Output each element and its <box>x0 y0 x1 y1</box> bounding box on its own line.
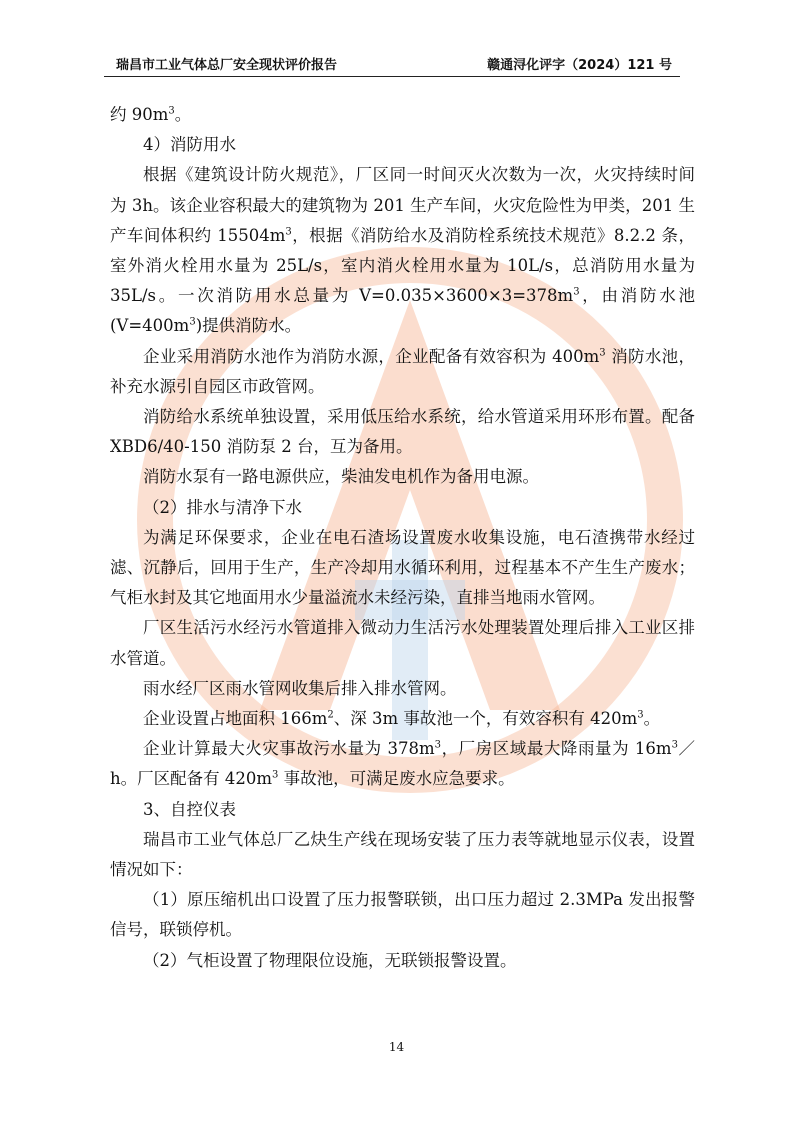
paragraph-fire-water-calc: 根据《建筑设计防火规范》，厂区同一时间灭火次数为一次，火灾持续时间为 3h。该企业容积最大的建筑物为 201 生产车间，火灾危险性为甲类，201 生产车间体积约 $15504m^3$，根据《消防给水及消防栓系统技术规范》8.2.2 条，室外消火栓用水量为 25L/s，室内消火栓用水量为 10L/s，总消防用水量为 35L/s。一次消防用水总量为 $V=0.035\times 3600\times 3=378m^3$，由消防水池$(V=400m^3)$提供消防水。 <box>110 165 696 336</box>
section-heading-fire-water: 4）消防用水 <box>143 135 236 155</box>
paragraph-instrumentation-intro: 瑞昌市工业气体总厂乙炔生产线在现场安装了压力表等就地显示仪表，设置情况如下： <box>110 829 695 880</box>
paragraph-fire-pool: 企业采用消防水池作为消防水源，企业配备有效容积为 $400m^3$ 消防水池，补充水源引自园区市政管网。 <box>110 346 695 396</box>
paragraph-accident-pool: 企业设置占地面积 $166m^2$、深 3m 事故池一个，有效容积有 $420m^3$。 <box>143 709 661 729</box>
header-report-title: 瑞昌市工业气体总厂安全现状评价报告 <box>116 58 338 73</box>
paragraph-accident-capacity: 企业计算最大火灾事故污水量为 $378m^3$，厂房区域最大降雨量为 $16m^3/h$。厂区配备有 $420m^3$ 事故池，可满足废水应急要求。 <box>110 739 696 789</box>
paragraph-fire-pump-power: 消防水泵有一路电源供应，柴油发电机作为备用电源。 <box>143 467 539 487</box>
document-body <box>110 100 695 976</box>
section-heading-instrumentation: 3、自控仪表 <box>143 799 236 819</box>
paragraph-domestic-sewage: 厂区生活污水经污水管道排入微动力生活污水处理装置处理后排入工业区排水管道。 <box>110 618 695 668</box>
paragraph-gasholder-limit: （2）气柜设置了物理限位设施，无联锁报警设置。 <box>143 950 517 970</box>
page-header <box>104 54 680 77</box>
paragraph-rainwater: 雨水经厂区雨水管网收集后排入排水管网。 <box>143 678 457 698</box>
page-number: 14 <box>388 1040 405 1054</box>
paragraph-drainage-env: 为满足环保要求，企业在电石渣场设置废水收集设施，电石渣携带水经过滤、沉静后，回用于生产，生产冷却用水循环利用，过程基本不产生生产废水；气柜水封及其它地面用水少量溢流水未经污染，直排当地雨水管网。 <box>110 527 695 608</box>
paragraph-continuation: 约 $90m^3$。 <box>110 105 192 124</box>
header-report-number: 赣通浔化评字（2024）121 号 <box>487 58 672 73</box>
section-heading-drainage: （2）排水与清净下水 <box>143 497 302 517</box>
paragraph-fire-supply-system: 消防给水系统单独设置，采用低压给水系统，给水管道采用环形布置。配备 XBD6/40-150 消防泵 2 台，互为备用。 <box>110 407 695 457</box>
paragraph-compressor-interlock: （1）原压缩机出口设置了压力报警联锁，出口压力超过 2.3MPa 发出报警信号，联锁停机。 <box>110 890 695 940</box>
